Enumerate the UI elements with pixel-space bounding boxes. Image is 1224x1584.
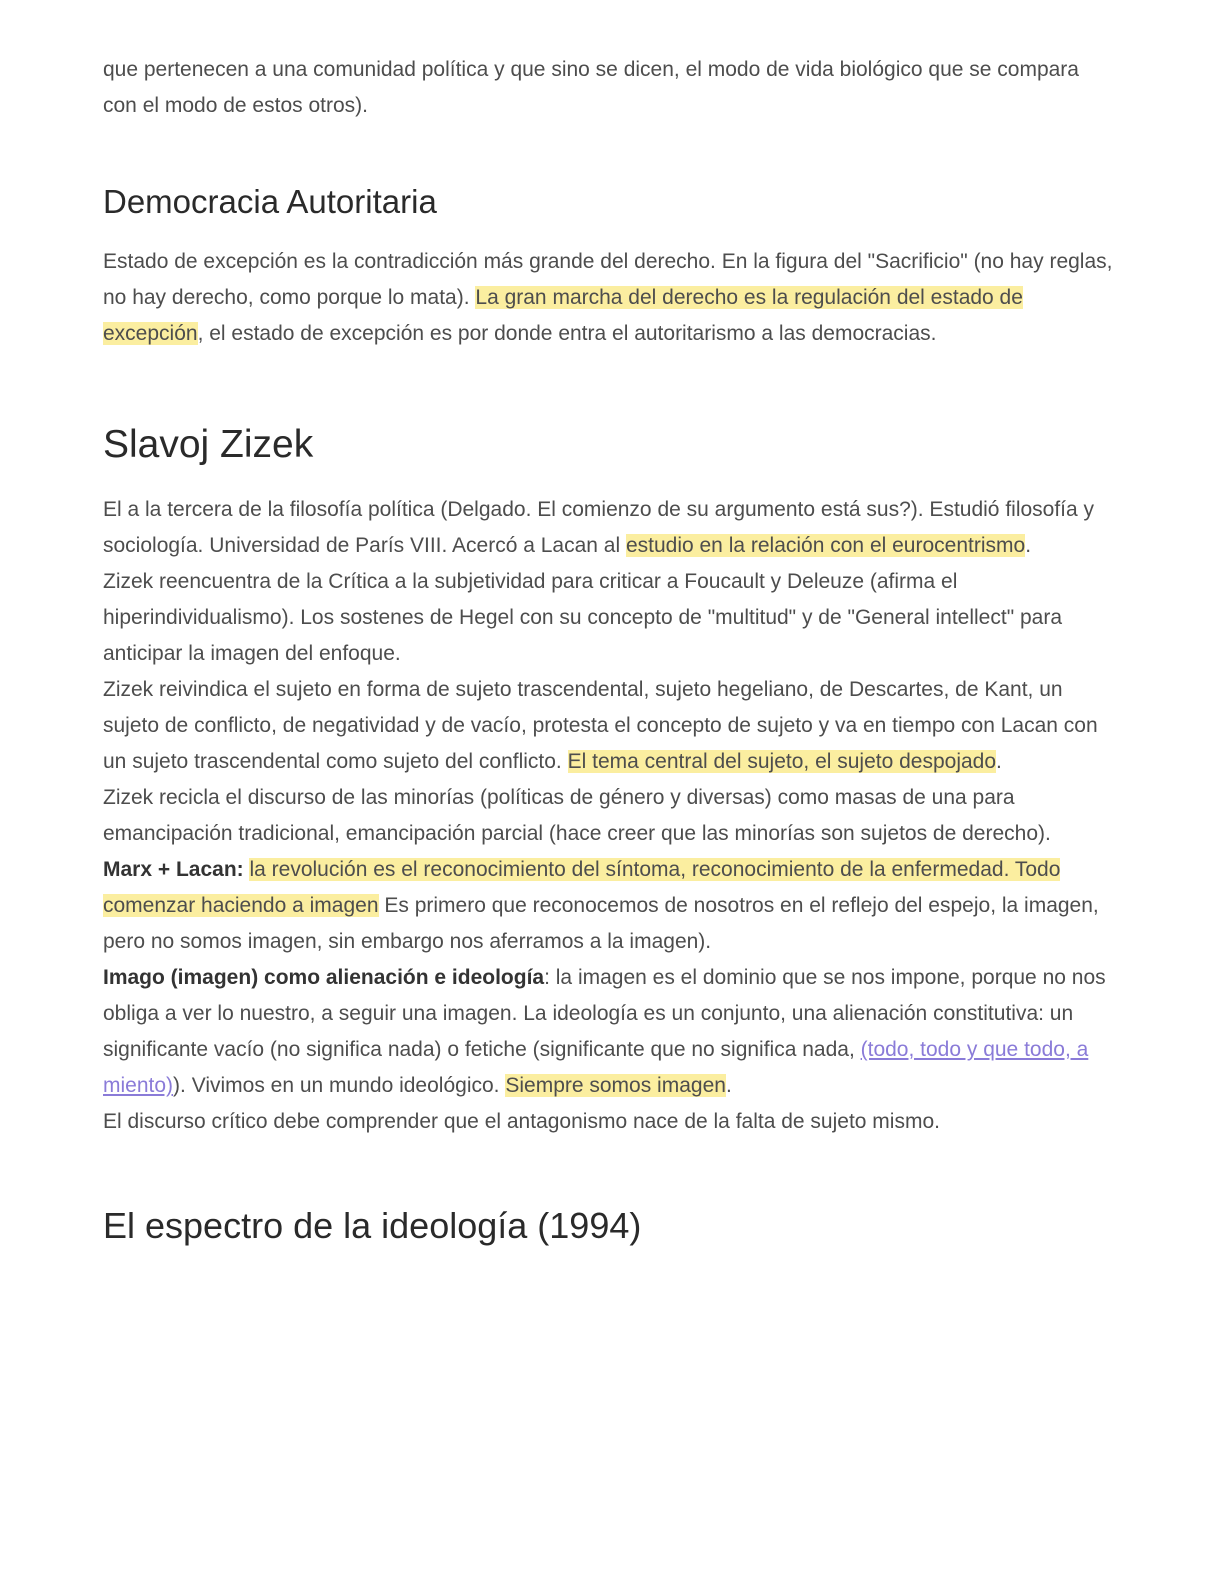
intro-paragraph	[103, 52, 1113, 124]
zizek-p2-text: Zizek reencuentra de la Crítica a la subjetividad para criticar a Foucault y Deleuze (afirma el hiperindividualismo). Los sostenes de Hegel con su concepto de "multitud" y de "General intellect" para anticipar la imagen del enfoque.	[103, 570, 1063, 665]
zizek-p7-text: El discurso crítico debe comprender que el antagonismo nace de la falta de sujeto mismo.	[103, 1110, 940, 1133]
zizek-p3-text-2: .	[996, 750, 1002, 773]
zizek-p1-text-1: El a la tercera de la filosofía política (Delgado. El comienzo de su argumento está sus?). Estudió filosofía y sociología. Universidad de París VIII. Acercó a Lacan al	[103, 498, 1095, 557]
zizek-p6-highlight: Siempre somos imagen	[505, 1074, 726, 1097]
heading-slavoj-zizek: Slavoj Zizek	[103, 423, 314, 466]
zizek-p3-text-1: Zizek reivindica el sujeto en forma de sujeto trascendental, sujeto hegeliano, de Descartes, de Kant, un sujeto de conflicto, de negatividad y de vacío, protesta el concepto de sujeto y va en tiempo con Lacan con un sujeto trascendental como sujeto del conflicto.	[103, 678, 1098, 773]
heading-democracia-autoritaria: Democracia Autoritaria	[103, 183, 437, 220]
intro-text: que pertenecen a una comunidad política y que sino se dicen, el modo de vida biológico que se compara con el modo de estos otros).	[103, 58, 1079, 117]
democracia-highlight: La gran marcha del derecho es la regulación del estado de excepción	[103, 286, 1023, 345]
zizek-p3-highlight: El tema central del sujeto, el sujeto despojado	[567, 750, 997, 773]
zizek-paragraph-7	[103, 1104, 1113, 1140]
zizek-paragraph-6	[103, 960, 1113, 1104]
zizek-paragraph-3	[103, 672, 1113, 780]
heading-espectro-ideologia: El espectro de la ideología (1994)	[103, 1205, 642, 1246]
document-page	[103, 52, 1113, 1250]
zizek-p1-text-2: .	[1025, 534, 1032, 557]
zizek-paragraph-1	[103, 492, 1113, 564]
zizek-p1-highlight: estudio en la relación con el eurocentrismo	[625, 534, 1026, 557]
zizek-p5-text: Es primero que reconocemos de nosotros en el reflejo del espejo, la imagen, pero no somos imagen, sin embargo nos aferramos a la imagen).	[103, 894, 1099, 953]
zizek-p6-text-2: ). Vivimos en un mundo ideológico.	[173, 1074, 506, 1097]
democracia-paragraph	[103, 244, 1113, 352]
zizek-p6-text-1: : la imagen es el dominio que se nos impone, porque no nos obliga a ver lo nuestro, a seguir una imagen. La ideología es un conjunto, una alienación constitutiva: un significante vacío (no significa nada) o fetiche (significante que no significa nada,	[103, 966, 1106, 1061]
zizek-p6-text-3: .	[725, 1074, 732, 1097]
democracia-text-2: , el estado de excepción es por donde entra el autoritarismo a las democracias.	[197, 322, 937, 345]
zizek-p6-link[interactable]: (todo, todo y que todo, a miento)	[103, 1038, 1089, 1097]
zizek-p5-bold-label: Marx + Lacan:	[103, 858, 250, 881]
zizek-paragraph-2	[103, 564, 1113, 672]
zizek-paragraph-4	[103, 780, 1113, 852]
zizek-p5-highlight: la revolución es el reconocimiento del síntoma, reconocimiento de la enfermedad. Todo comenzar haciendo a imagen	[103, 858, 1061, 917]
democracia-text-1: Estado de excepción es la contradicción más grande del derecho. En la figura del "Sacrificio" (no hay reglas, no hay derecho, como porque lo mata).	[103, 250, 1113, 309]
zizek-paragraph-5	[103, 852, 1113, 960]
zizek-p4-text: Zizek recicla el discurso de las minorías (políticas de género y diversas) como masas de una para emancipación tradicional, emancipación parcial (hace creer que las minorías son sujetos de derecho).	[103, 786, 1051, 845]
zizek-p6-bold-label: Imago (imagen) como alienación e ideología	[103, 966, 545, 989]
